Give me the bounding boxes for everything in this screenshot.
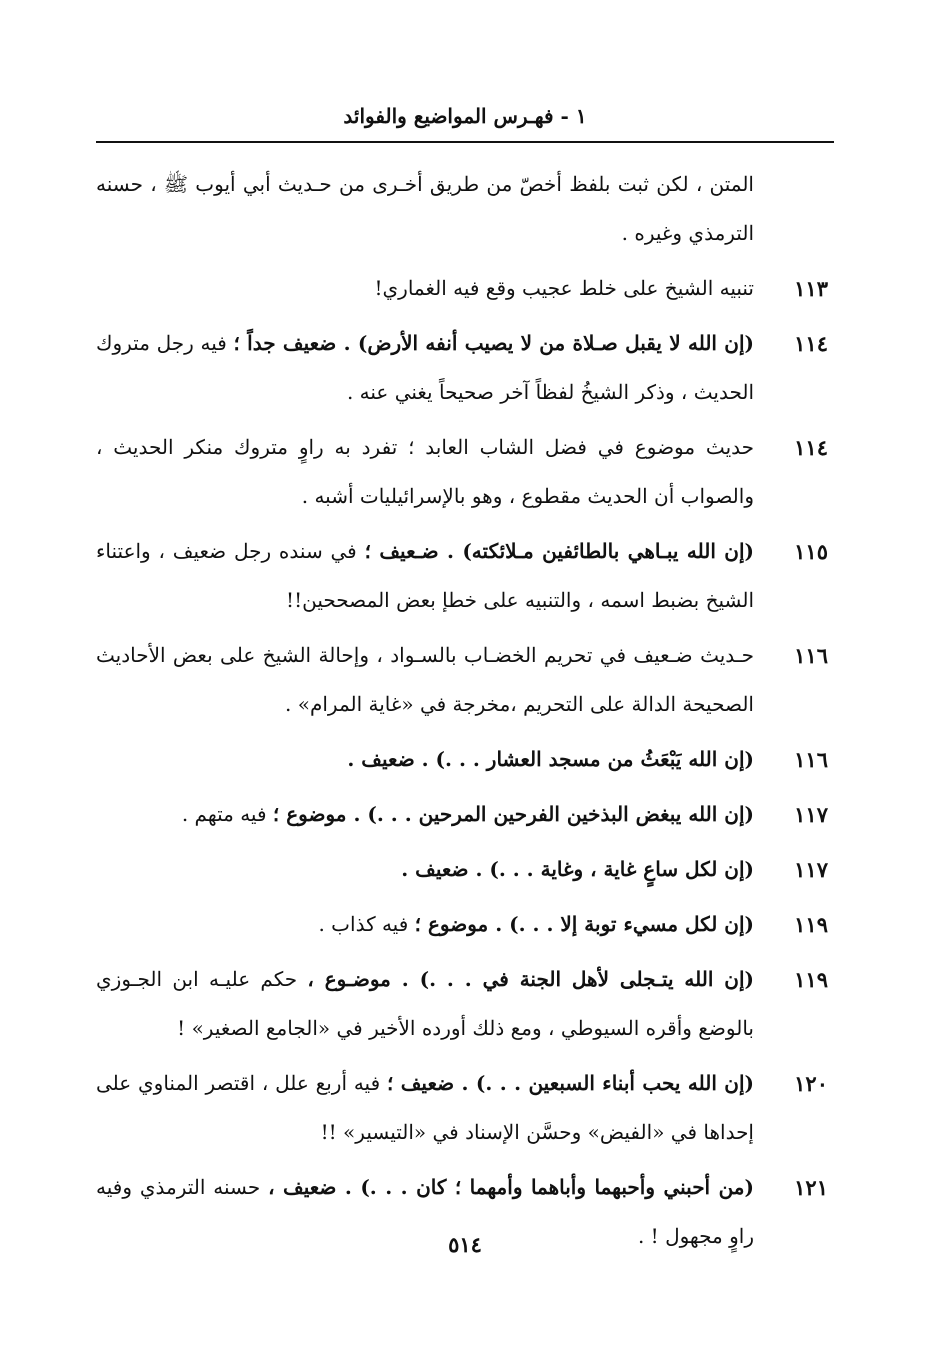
entry-hadith-text: (إن لكل ساعٍ غاية ، وغاية . . .) . ضعيف . [401, 857, 754, 881]
entry-hadith-text: (إن الله يَبْعَثُ من مسجد العشار . . .) . ضعيف . [347, 747, 754, 771]
entry-page-number: ١١٣ [794, 276, 828, 301]
entry-page-number: ١٢٠ [794, 1071, 828, 1096]
entry-commentary: فيه متهم . [181, 802, 273, 826]
entry-page-number: ١١٩ [794, 912, 828, 937]
entry-text [96, 319, 754, 417]
entry-text [96, 527, 754, 625]
page-number: ٥١٤ [448, 1232, 482, 1257]
index-entry [96, 631, 834, 729]
entry-page-number: ١٢١ [794, 1175, 828, 1200]
entry-page-number: ١١٦ [794, 643, 828, 668]
index-entry [96, 735, 834, 784]
entry-text [96, 1059, 754, 1157]
entry-page-number: ١١٦ [794, 747, 828, 772]
entry-commentary: فيه أربع علل ، اقتصر المناوي على إحداها في «الفيض» وحسَّن الإسناد في «التيسير» !! [96, 1071, 754, 1144]
index-entry [96, 1059, 834, 1157]
entry-page-number: ١١٥ [794, 539, 828, 564]
index-entry [96, 900, 834, 949]
running-header: ١ - فهـرس المواضيع والفوائد [343, 104, 587, 128]
entry-hadith-text: (إن الله يبـاهي بالطائفين مـلائكته) . ضـعيف ؛ [364, 539, 755, 563]
entry-commentary: تنبيه الشيخ على خلط عجيب وقع فيه الغماري! [374, 276, 754, 300]
entry-commentary: حديث موضوع في فضل الشاب العابد ؛ تفرد به راوٍ متروك منكر الحديث ، والصواب أن الحديث مقطوع ، وهو بالإسرائيليات أشبه . [96, 435, 754, 508]
index-entry [96, 527, 834, 625]
index-content [96, 160, 834, 1267]
entry-commentary: فيه كذاب . [318, 912, 415, 936]
index-entry [96, 264, 834, 313]
entry-commentary: حـديث ضـعيف في تحريم الخضـاب بالسـواد ، وإحالة الشيخ على بعض الأحاديث الصحيحة الدالة على التحريم ،مخرجة في «غاية المرام» . [96, 643, 754, 716]
index-entry [96, 790, 834, 839]
entry-text [96, 845, 754, 894]
entry-hadith-text: (إن لكل مسيء توبة إلا . . .) . موضوع ؛ [414, 912, 754, 936]
continued-paragraph: المتن ، لكن ثبت بلفظ أخصّ من طريق أخـرى من حـديث أبي أيوب ﷺ ، حسنه الترمذي وغيره . [96, 172, 754, 245]
entry-text [96, 790, 754, 839]
index-entry [96, 955, 834, 1053]
entry-page-number: ١١٧ [794, 857, 828, 882]
entry-text [96, 631, 754, 729]
entry-hadith-text: (إن الله لا يقبل صـلاة من لا يصيب أنفه الأرض) . ضعيف جداً ؛ [233, 331, 754, 355]
entry-commentary: فيه رجل متروك الحديث ، وذكر الشيخُ لفظاً آخر صحيحاً يغني عنه . [96, 331, 754, 404]
entry-text [96, 264, 754, 313]
entry-commentary: حكم عليـه ابن الجـوزي بالوضع وأقره السيوطي ، ومع ذلك أورده الأخير في «الجامع الصغير» ! [96, 967, 754, 1040]
entry-hadith-text: (إن الله يحب أبناء السبعين . . .) . ضعيف ؛ [386, 1071, 755, 1095]
entry-commentary: حسنه الترمذي وفيه راوٍ مجهول ! . [96, 1175, 754, 1248]
entry-hadith-text: (إن الله يتـجلى لأهل الجنة في . . .) . موضـوع ، [307, 967, 755, 991]
entry-commentary: في سنده رجل ضعيف ، واعتناء الشيخ بضبط اسمه ، والتنبيه على خطإ بعض المصححين!! [96, 539, 754, 612]
index-entry [96, 423, 834, 521]
entry-page-number: ١١٩ [794, 967, 828, 992]
entry-page-number: ١١٧ [794, 802, 828, 827]
entry-page-number: ١١٤ [794, 331, 828, 356]
entry-hadith-text: (من أحبني وأحبهما وأباهما وأمهما ؛ كان . . .) . ضعيف ، [268, 1175, 754, 1199]
entry-text [96, 423, 754, 521]
entry-text [96, 955, 754, 1053]
index-entry [96, 845, 834, 894]
entry-page-number: ١١٤ [794, 435, 828, 460]
entry-text [96, 735, 754, 784]
index-entry [96, 319, 834, 417]
header-rule [96, 141, 834, 143]
entry-text [96, 900, 754, 949]
entry-hadith-text: (إن الله يبغض البذخين الفرحين المرحين . . .) . موضوع ؛ [272, 802, 754, 826]
